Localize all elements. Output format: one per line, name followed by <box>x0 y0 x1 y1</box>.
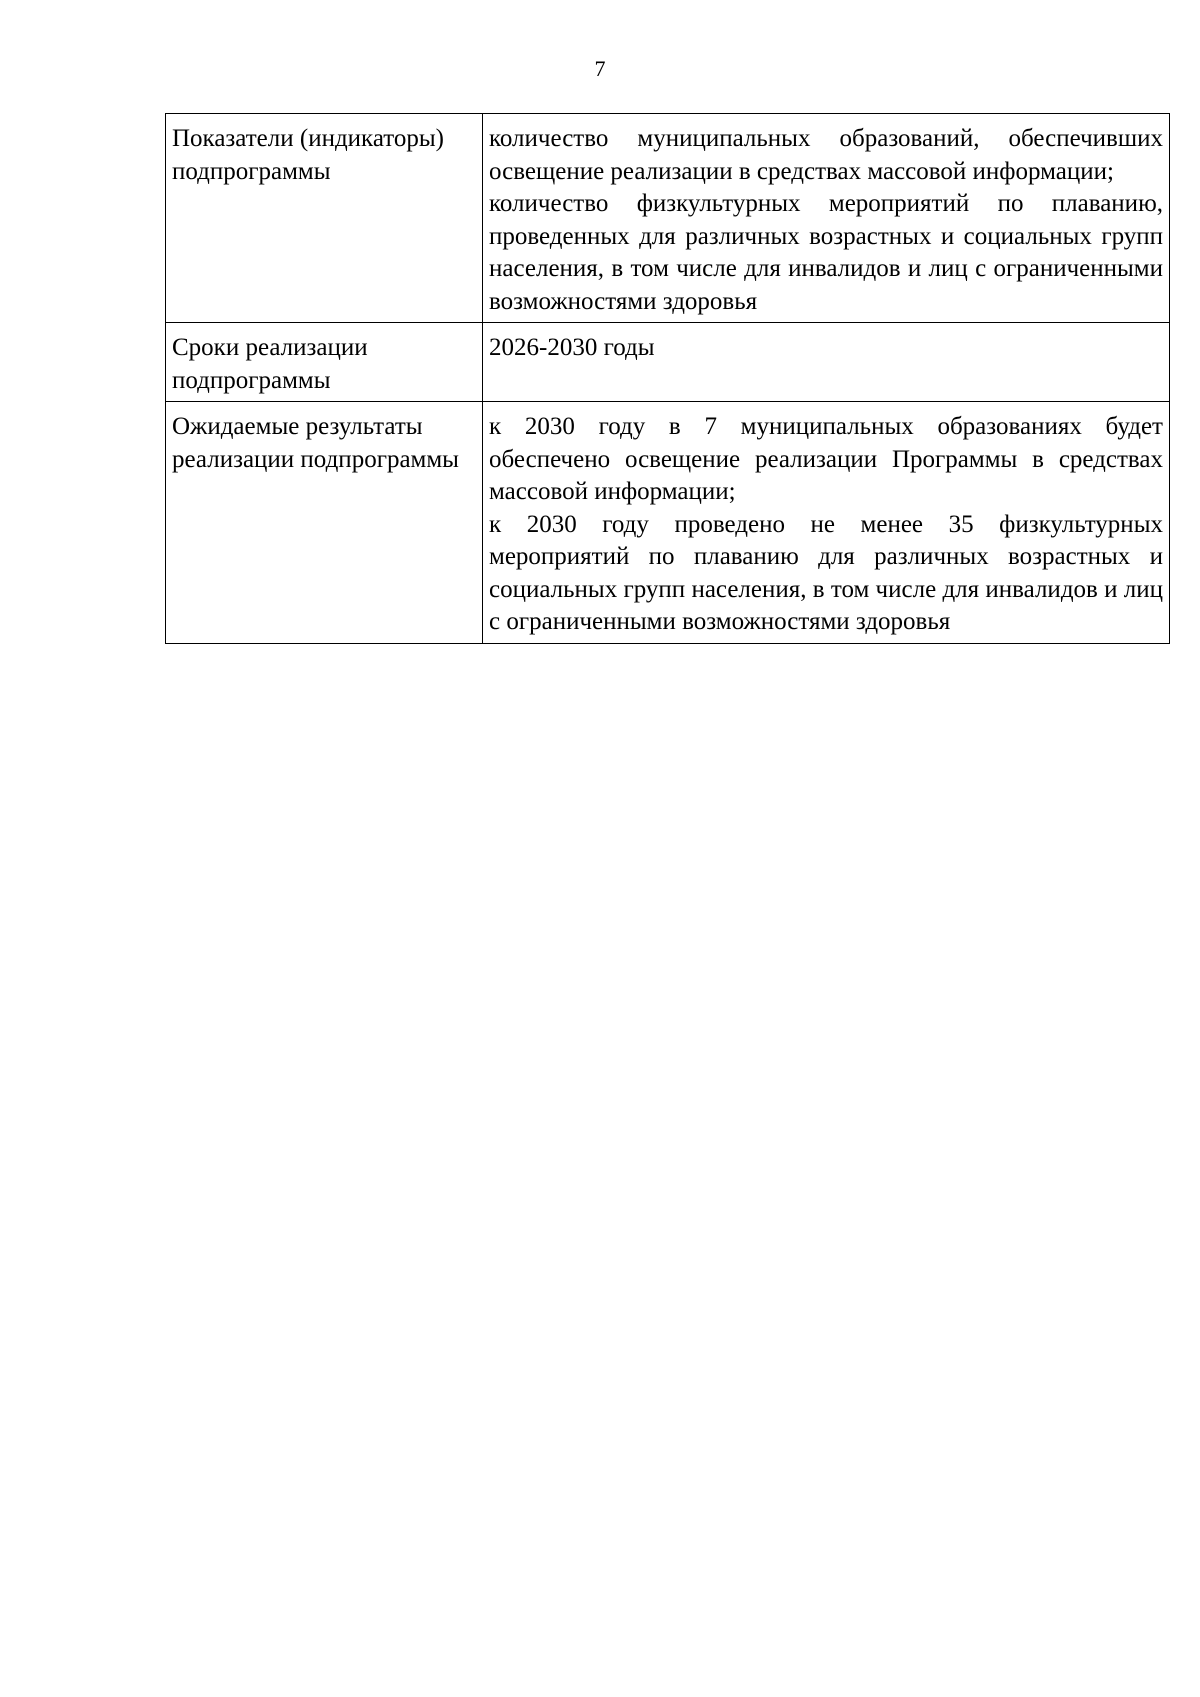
subprogram-passport-table <box>165 113 1170 644</box>
row-label-indicators: Показатели (индикаторы) подпрограммы <box>166 114 483 323</box>
result-paragraph-swimming: к 2030 году проведено не менее 35 физкультурных мероприятий по плаванию для различных возрастных и социальных групп населения, в том числе для инвалидов и лиц с ограниченными возможностями здоровья <box>489 510 1163 635</box>
result-paragraph-media: к 2030 году в 7 муниципальных образованиях будет обеспечено освещение реализации Программы в средствах массовой информации; <box>489 413 1163 505</box>
row-label-timeline: Сроки реализации подпрограммы <box>166 323 483 402</box>
row-value-expected-results <box>483 402 1170 644</box>
row-value-indicators <box>483 114 1170 323</box>
table-row-indicators <box>166 114 1170 323</box>
row-value-timeline <box>483 323 1170 402</box>
page-number: 7 <box>594 56 606 81</box>
indicator-paragraph-media: количество муниципальных образований, обеспечивших освещение реализации в средствах массовой информации; <box>489 125 1163 185</box>
table-row-timeline <box>166 323 1170 402</box>
timeline-paragraph: 2026-2030 годы <box>489 334 655 361</box>
indicator-paragraph-swimming: количество физкультурных мероприятий по плаванию, проведенных для различных возрастных и социальных групп населения, в том числе для инвалидов и лиц с ограниченными возможностями здоровья <box>489 190 1163 315</box>
row-label-expected-results: Ожидаемые результаты реализации подпрограммы <box>166 402 483 644</box>
table-row-expected-results <box>166 402 1170 644</box>
